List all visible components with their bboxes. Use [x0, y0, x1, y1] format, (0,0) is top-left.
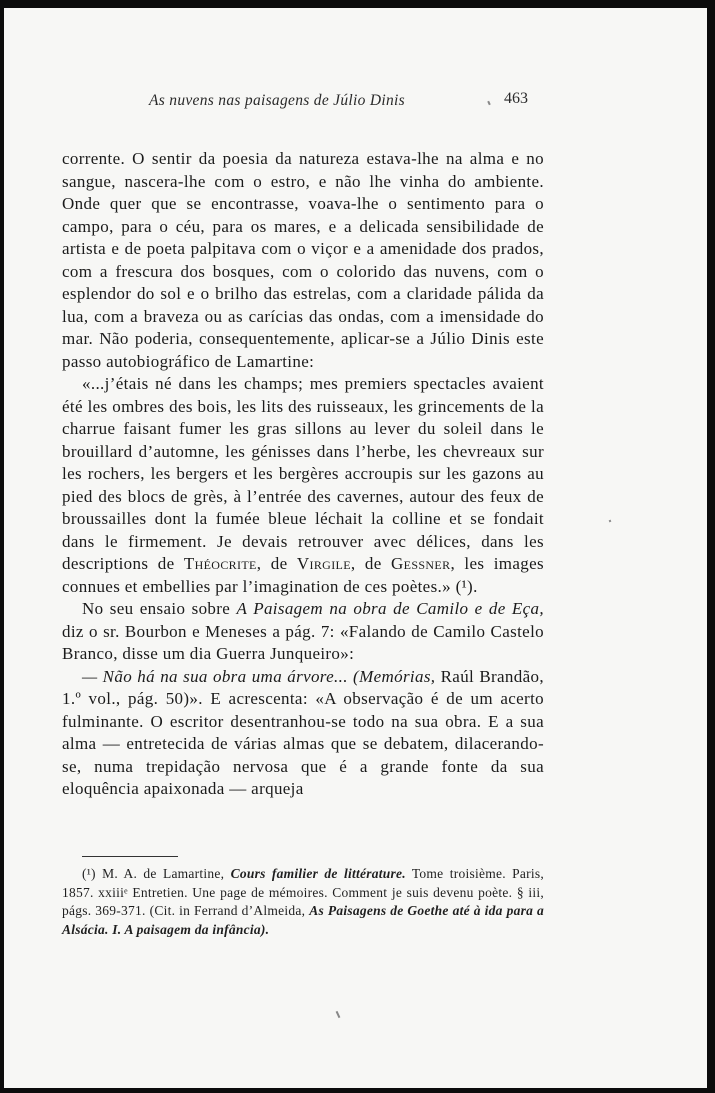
quote-sep-2: , de	[350, 554, 392, 573]
lamartine-quote	[62, 373, 544, 598]
author-theocrite: Théocrite	[183, 554, 257, 573]
author-virgile: Virgile	[296, 554, 351, 573]
paper-speck	[609, 520, 612, 523]
paragraph-1: corrente. O sentir da poesia da natureza estava-lhe na alma e no sangue, nascera-lhe com o estro, e não lhe vinha do ambiente. Onde quer que se encontrasse, voava-lhe o sentimento para o campo, para o céu, para os mares, e a delicada sensibilidade de artista e de poeta palpitava com o viçor e a amenidade dos prados, com a frescura dos bosques, com o colorido das nuvens, com o esplendor do sol e o brilho das estrelas, com a claridade pálida da lua, com a braveza ou as carícias das ondas, com a imensidade do mar. Não poderia, consequentemente, aplicar-se a Júlio Dinis este passo autobiográfico de Lamartine:	[62, 149, 544, 371]
main-text	[62, 148, 544, 801]
footnote-rule	[82, 856, 178, 857]
running-title: As nuvens nas paisagens de Júlio Dinis	[149, 92, 405, 109]
paper-speck	[336, 1011, 341, 1018]
essay-title: A Paisagem na obra de Camilo e de Eça,	[236, 599, 544, 618]
junqueiro-quote: — Não há na sua obra uma árvore... (Memórias,	[82, 666, 436, 686]
footnote	[62, 865, 544, 939]
p4-text: Raúl Brandão, 1.º vol., pág. 50)». E acrescenta: «A observação é de um acerto fulminante. O escritor desentranhou-se todo na sua obra. E a sua alma — entretecida de várias almas que se debatem, dilacerando-se, numa trepidação nervosa que é a grande fonte da sua eloquência apaixonada — arqueja	[62, 666, 544, 798]
book-page	[4, 8, 707, 1088]
p3-text-a: No seu ensaio sobre	[82, 599, 237, 618]
fn-text-a: (¹) M. A. de Lamartine,	[82, 866, 231, 881]
author-gessner: Gessner	[391, 554, 451, 573]
paragraph-3	[62, 598, 544, 666]
fn-title-1: Cours familier de littérature.	[230, 866, 406, 881]
quote-text-2: , les images connues et embellies par l’imagination de ces poètes.» (¹).	[62, 554, 544, 596]
p3-text-b: diz o sr. Bourbon e Meneses a pág. 7: «Falando de Camilo Castelo Branco, disse um dia Guerra Junqueiro»:	[62, 621, 544, 663]
quote-text-1: «...j’étais né dans les champs; mes premiers spectacles avaient été les ombres des bois, les lits des ruisseaux, les grincements de la charrue faisant fumer les gras sillons au lever du soleil dans le brouillard d’automne, les génisses dans l’herbe, les chevreaux sur les rochers, les bergers et les bergères accroupis sur les gazons au pied des blocs de grès, à l’entrée des cavernes, autour des feux de broussailles dont la fumée bleue léchait la colline et se fondait dans le firmement. Je devais retrouver avec délices, dans les descriptions de	[62, 374, 544, 573]
quote-sep-1: , de	[256, 554, 297, 573]
paragraph-4	[62, 666, 544, 801]
fn-text-b: Tome troisième. Paris, 1857. xxiiiᵉ Entretien. Une page de mémoires. Comment je suis devenu poète. § iii, págs. 369-371. (Cit. in Ferrand d’Almeida,	[62, 866, 544, 919]
fn-title-2: As Paisagens de Goethe até à ida para a Alsácia. I. A paisagem da infância).	[62, 903, 544, 937]
page-number: 463	[504, 90, 528, 107]
